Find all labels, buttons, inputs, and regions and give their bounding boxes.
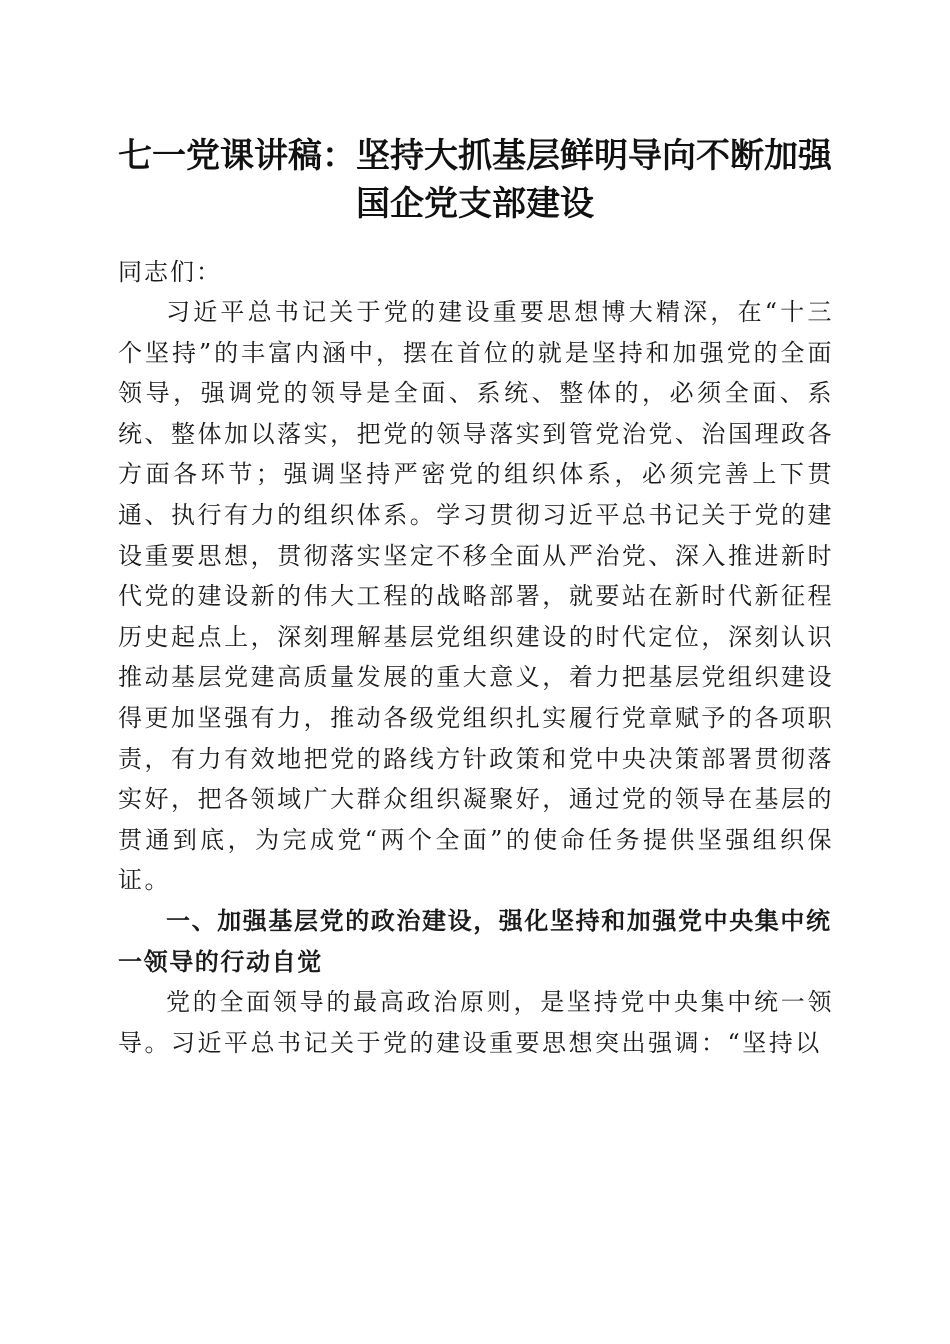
section-heading: 一、加强基层党的政治建设，强化坚持和加强党中央集中统一领导的行动自觉 xyxy=(118,906,832,976)
document-body xyxy=(118,252,834,1063)
salutation: 同志们： xyxy=(118,258,222,286)
document-title: 七一党课讲稿：坚持大抓基层鲜明导向不断加强国企党支部建设 xyxy=(118,136,832,224)
body-paragraph: 习近平总书记关于党的建设重要思想博大精深，在“十三个坚持”的丰富内涵中，摆在首位的就是坚持和加强党的全面领导，强调党的领导是全面、系统、整体的，必须全面、系统、整体加以落实，把党的领导落实到管党治党、治国理政各方面各环节；强调坚持严密党的组织体系，必须完善上下贯通、执行有力的组织体系。学习贯彻习近平总书记关于党的建设重要思想，贯彻落实坚定不移全面从严治党、深入推进新时代党的建设新的伟大工程的战略部署，就要站在新时代新征程历史起点上，深刻理解基层党组织建设的时代定位，深刻认识推动基层党建高质量发展的重大意义，着力把基层党组织建设得更加坚强有力，推动各级党组织扎实履行党章赋予的各项职责，有力有效地把党的路线方针政策和党中央决策部署贯彻落实好，把各领域广大群众组织凝聚好，通过党的领导在基层的贯通到底，为完成党“两个全面”的使命任务提供坚强组织保证。 xyxy=(118,298,834,895)
section-paragraph: 党的全面领导的最高政治原则，是坚持党中央集中统一领导。习近平总书记关于党的建设重要思想突出强调：“坚持以 xyxy=(118,988,834,1057)
